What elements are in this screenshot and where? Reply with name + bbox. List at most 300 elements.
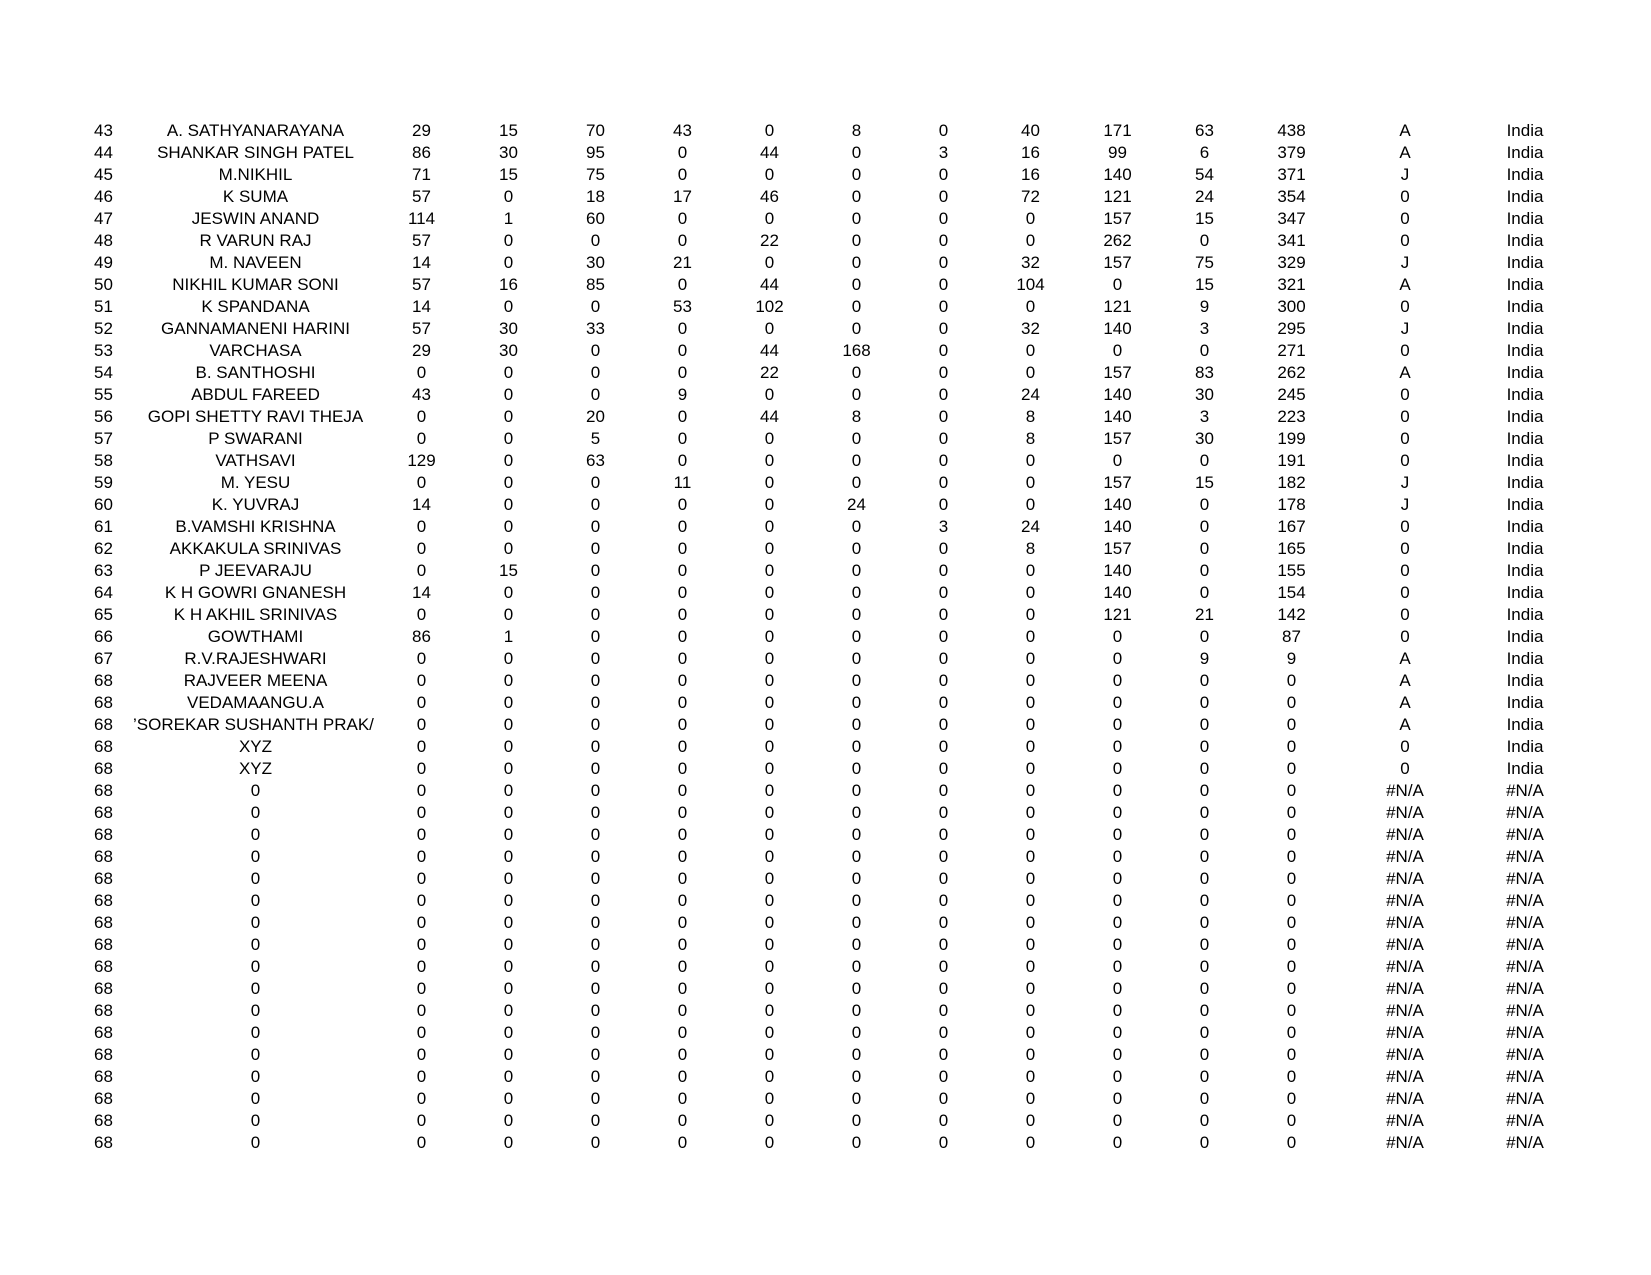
name-cell: 0 [250,825,261,844]
score-cell: 140 [1103,385,1132,404]
score-cell: 0 [938,451,949,470]
rank-cell: 59 [94,473,113,492]
country-cell: #N/A [1506,847,1544,866]
score-cell: 0 [590,517,601,536]
score-cell: 0 [590,825,601,844]
rank-cell: 68 [94,913,113,932]
group-cell: #N/A [1386,1045,1424,1064]
score-cell: 0 [1112,803,1123,822]
score-cell: 157 [1103,253,1132,272]
table-row [70,846,1575,868]
score-cell: 0 [416,957,427,976]
score-cell: 0 [677,825,688,844]
table-row [70,450,1575,472]
group-cell: A [1399,649,1411,668]
rank-cell: 68 [94,803,113,822]
score-cell: 0 [677,803,688,822]
score-cell: 0 [677,1001,688,1020]
total-cell: 0 [1286,891,1297,910]
score-cell: 0 [1025,1067,1036,1086]
score-cell: 0 [677,143,688,162]
score-cell: 0 [764,517,775,536]
score-cell: 140 [1103,319,1132,338]
score-cell: 0 [677,781,688,800]
score-cell: 102 [755,297,784,316]
table-row [70,780,1575,802]
score-cell: 15 [499,165,518,184]
country-cell: India [1506,187,1544,206]
score-cell: 22 [760,231,779,250]
score-cell: 0 [1025,1111,1036,1130]
score-cell: 0 [851,737,862,756]
score-cell: 54 [1195,165,1214,184]
score-cell: 40 [1021,121,1040,140]
score-cell: 0 [1025,715,1036,734]
group-cell: #N/A [1386,869,1424,888]
score-cell: 0 [1112,693,1123,712]
table-row [70,406,1575,428]
total-cell: 0 [1286,1001,1297,1020]
score-cell: 0 [764,781,775,800]
score-cell: 0 [1025,1001,1036,1020]
score-cell: 0 [503,759,514,778]
score-cell: 0 [503,913,514,932]
score-cell: 17 [673,187,692,206]
country-cell: #N/A [1506,1133,1544,1152]
score-cell: 121 [1103,297,1132,316]
score-cell: 0 [851,935,862,954]
score-cell: 0 [851,627,862,646]
rank-cell: 60 [94,495,113,514]
score-cell: 0 [764,913,775,932]
score-cell: 60 [586,209,605,228]
score-cell: 0 [1199,715,1210,734]
score-cell: 0 [764,539,775,558]
score-cell: 0 [851,1133,862,1152]
score-cell: 0 [851,143,862,162]
group-cell: A [1399,121,1411,140]
score-cell: 14 [412,253,431,272]
score-cell: 0 [416,605,427,624]
total-cell: 182 [1277,473,1306,492]
score-cell: 0 [590,781,601,800]
score-cell: 0 [1112,1133,1123,1152]
total-cell: 142 [1277,605,1306,624]
score-cell: 0 [590,297,601,316]
score-cell: 0 [851,693,862,712]
score-cell: 0 [764,495,775,514]
score-cell: 0 [590,1023,601,1042]
score-cell: 0 [938,583,949,602]
score-cell: 0 [1199,1111,1210,1130]
score-cell: 75 [586,165,605,184]
name-cell: 0 [250,979,261,998]
total-cell: 0 [1286,913,1297,932]
group-cell: 0 [1400,539,1410,558]
score-cell: 0 [764,847,775,866]
score-cell: 0 [851,1001,862,1020]
country-cell: #N/A [1506,913,1544,932]
score-cell: 0 [938,715,949,734]
rank-cell: 68 [94,671,113,690]
score-cell: 0 [938,561,949,580]
score-cell: 0 [764,1111,775,1130]
score-cell: 0 [503,539,514,558]
name-cell: K SPANDANA [201,297,310,316]
score-cell: 0 [503,715,514,734]
group-cell: 0 [1400,231,1410,250]
rank-cell: 68 [94,1111,113,1130]
table-row [70,560,1575,582]
score-cell: 9 [1199,649,1210,668]
rank-cell: 68 [94,957,113,976]
total-cell: 191 [1277,451,1306,470]
country-cell: India [1506,341,1544,360]
score-cell: 129 [407,451,436,470]
score-cell: 0 [764,209,775,228]
score-cell: 0 [851,957,862,976]
group-cell: 0 [1400,407,1410,426]
total-cell: 0 [1286,1067,1297,1086]
score-cell: 0 [764,759,775,778]
score-cell: 0 [764,253,775,272]
total-cell: 0 [1286,759,1297,778]
score-cell: 0 [938,825,949,844]
total-cell: 371 [1277,165,1306,184]
score-cell: 0 [851,1067,862,1086]
group-cell: 0 [1400,759,1410,778]
group-cell: A [1399,671,1411,690]
total-cell: 0 [1286,737,1297,756]
score-cell: 0 [503,605,514,624]
table-row [70,648,1575,670]
score-cell: 0 [1025,1045,1036,1064]
name-cell: JESWIN ANAND [191,209,320,228]
score-cell: 0 [764,1089,775,1108]
rank-cell: 67 [94,649,113,668]
country-cell: India [1506,671,1544,690]
score-cell: 0 [503,649,514,668]
name-cell: 0 [250,803,261,822]
score-cell: 0 [1025,649,1036,668]
score-cell: 0 [416,913,427,932]
score-cell: 0 [590,495,601,514]
table-row [70,626,1575,648]
rank-cell: 48 [94,231,113,250]
score-cell: 44 [760,407,779,426]
total-cell: 0 [1286,693,1297,712]
score-cell: 0 [416,363,427,382]
score-cell: 0 [851,561,862,580]
score-cell: 0 [1025,1023,1036,1042]
table-row [70,274,1575,296]
score-cell: 0 [1025,759,1036,778]
score-cell: 0 [851,319,862,338]
score-cell: 0 [503,803,514,822]
score-cell: 29 [412,121,431,140]
score-cell: 0 [1199,451,1210,470]
score-cell: 0 [677,363,688,382]
score-cell: 1 [503,209,514,228]
rank-cell: 68 [94,737,113,756]
total-cell: 245 [1277,385,1306,404]
total-cell: 354 [1277,187,1306,206]
name-cell: VARCHASA [209,341,302,360]
score-cell: 0 [851,979,862,998]
score-cell: 0 [1112,1067,1123,1086]
score-cell: 0 [1199,803,1210,822]
table-row [70,340,1575,362]
score-cell: 0 [416,1067,427,1086]
score-cell: 0 [764,385,775,404]
score-cell: 0 [503,385,514,404]
score-cell: 0 [1199,1067,1210,1086]
group-cell: J [1400,319,1410,338]
score-cell: 0 [503,1133,514,1152]
score-cell: 0 [677,209,688,228]
total-cell: 167 [1277,517,1306,536]
rank-cell: 49 [94,253,113,272]
score-cell: 0 [851,803,862,822]
score-cell: 9 [1199,297,1210,316]
score-cell: 0 [851,429,862,448]
score-cell: 0 [1112,979,1123,998]
group-cell: 0 [1400,627,1410,646]
score-cell: 0 [764,671,775,690]
score-cell: 0 [1112,935,1123,954]
score-cell: 0 [938,429,949,448]
group-cell: #N/A [1386,847,1424,866]
score-cell: 8 [1025,429,1036,448]
score-cell: 32 [1021,319,1040,338]
group-cell: #N/A [1386,1067,1424,1086]
name-cell: 0 [250,1089,261,1108]
score-cell: 0 [851,165,862,184]
name-cell: A. SATHYANARAYANA [166,121,345,140]
score-cell: 0 [590,847,601,866]
rank-cell: 46 [94,187,113,206]
score-cell: 0 [1025,781,1036,800]
total-cell: 0 [1286,715,1297,734]
score-cell: 72 [1021,187,1040,206]
total-cell: 0 [1286,781,1297,800]
score-cell: 0 [416,869,427,888]
score-cell: 0 [764,121,775,140]
score-cell: 0 [416,979,427,998]
score-cell: 8 [851,407,862,426]
score-cell: 0 [764,605,775,624]
score-cell: 0 [1025,363,1036,382]
score-cell: 3 [1199,319,1210,338]
score-cell: 3 [1199,407,1210,426]
score-cell: 0 [677,165,688,184]
rank-cell: 68 [94,869,113,888]
score-cell: 0 [677,451,688,470]
score-cell: 3 [938,517,949,536]
score-cell: 157 [1103,209,1132,228]
score-cell: 0 [1025,957,1036,976]
score-cell: 0 [503,407,514,426]
group-cell: 0 [1400,451,1410,470]
name-cell: K H AKHIL SRINIVAS [173,605,338,624]
score-cell: 0 [1025,825,1036,844]
score-cell: 9 [677,385,688,404]
table-row [70,296,1575,318]
total-cell: 0 [1286,825,1297,844]
score-cell: 30 [1195,429,1214,448]
country-cell: India [1506,319,1544,338]
country-cell: India [1506,693,1544,712]
score-cell: 0 [764,627,775,646]
table-row [70,318,1575,340]
country-cell: India [1506,495,1544,514]
table-row [70,582,1575,604]
score-cell: 0 [938,935,949,954]
score-cell: 0 [1025,913,1036,932]
total-cell: 0 [1286,803,1297,822]
score-cell: 0 [677,429,688,448]
score-cell: 0 [503,847,514,866]
group-cell: #N/A [1386,1089,1424,1108]
score-cell: 0 [851,1045,862,1064]
score-cell: 0 [1025,693,1036,712]
score-cell: 0 [503,979,514,998]
rank-cell: 68 [94,891,113,910]
score-cell: 0 [938,385,949,404]
score-cell: 0 [764,165,775,184]
table-row [70,890,1575,912]
score-cell: 0 [416,759,427,778]
rank-cell: 68 [94,693,113,712]
country-cell: India [1506,517,1544,536]
country-cell: #N/A [1506,957,1544,976]
score-cell: 0 [503,825,514,844]
score-cell: 0 [590,605,601,624]
score-cell: 0 [764,1023,775,1042]
score-cell: 24 [1021,385,1040,404]
score-cell: 0 [677,1089,688,1108]
score-cell: 0 [938,627,949,646]
score-cell: 0 [1025,627,1036,646]
total-cell: 347 [1277,209,1306,228]
score-cell: 0 [503,473,514,492]
score-cell: 0 [416,517,427,536]
table-row [70,1044,1575,1066]
country-cell: India [1506,209,1544,228]
score-cell: 0 [851,473,862,492]
rank-cell: 68 [94,1023,113,1042]
score-cell: 0 [677,1023,688,1042]
group-cell: A [1399,363,1411,382]
score-cell: 0 [938,473,949,492]
score-cell: 0 [416,1045,427,1064]
score-cell: 0 [938,1045,949,1064]
score-cell: 0 [1025,561,1036,580]
group-cell: 0 [1400,429,1410,448]
rank-cell: 68 [94,759,113,778]
score-cell: 0 [938,913,949,932]
group-cell: 0 [1400,517,1410,536]
total-cell: 0 [1286,869,1297,888]
score-cell: 0 [851,1023,862,1042]
country-cell: India [1506,363,1544,382]
score-cell: 0 [851,1111,862,1130]
score-cell: 0 [503,1089,514,1108]
score-cell: 0 [764,473,775,492]
table-row [70,208,1575,230]
score-cell: 0 [503,495,514,514]
score-cell: 0 [590,891,601,910]
score-cell: 0 [590,385,601,404]
name-cell: 0 [250,1133,261,1152]
score-cell: 24 [847,495,866,514]
table-row [70,956,1575,978]
table-row [70,538,1575,560]
score-cell: 0 [416,1133,427,1152]
score-cell: 0 [1025,231,1036,250]
score-cell: 0 [938,693,949,712]
score-cell: 24 [1195,187,1214,206]
score-cell: 0 [590,1001,601,1020]
score-cell: 0 [938,869,949,888]
score-cell: 0 [938,1001,949,1020]
group-cell: A [1399,143,1411,162]
score-cell: 0 [851,891,862,910]
score-cell: 0 [1112,649,1123,668]
total-cell: 0 [1286,1111,1297,1130]
score-cell: 0 [1199,671,1210,690]
score-cell: 0 [1199,979,1210,998]
score-cell: 0 [590,1111,601,1130]
country-cell: India [1506,451,1544,470]
country-cell: India [1506,231,1544,250]
score-cell: 0 [851,1089,862,1108]
score-cell: 0 [503,869,514,888]
score-cell: 0 [677,495,688,514]
score-cell: 0 [590,913,601,932]
group-cell: #N/A [1386,891,1424,910]
score-cell: 0 [851,715,862,734]
score-cell: 0 [590,583,601,602]
score-cell: 43 [412,385,431,404]
score-cell: 0 [851,649,862,668]
score-cell: 0 [1112,451,1123,470]
name-cell: XYZ [238,759,273,778]
score-cell: 140 [1103,495,1132,514]
score-cell: 157 [1103,539,1132,558]
score-cell: 0 [416,539,427,558]
score-cell: 44 [760,275,779,294]
score-cell: 0 [1199,583,1210,602]
group-cell: 0 [1400,605,1410,624]
rank-cell: 68 [94,825,113,844]
score-cell: 0 [590,1067,601,1086]
score-cell: 0 [1025,583,1036,602]
score-cell: 0 [503,693,514,712]
name-cell: ABDUL FAREED [191,385,320,404]
score-cell: 0 [416,1023,427,1042]
country-cell: #N/A [1506,1067,1544,1086]
score-cell: 0 [1112,847,1123,866]
score-cell: 0 [851,605,862,624]
score-cell: 0 [503,187,514,206]
total-cell: 155 [1277,561,1306,580]
score-cell: 57 [412,231,431,250]
country-cell: India [1506,737,1544,756]
total-cell: 0 [1286,847,1297,866]
table-row [70,670,1575,692]
score-cell: 0 [416,1089,427,1108]
